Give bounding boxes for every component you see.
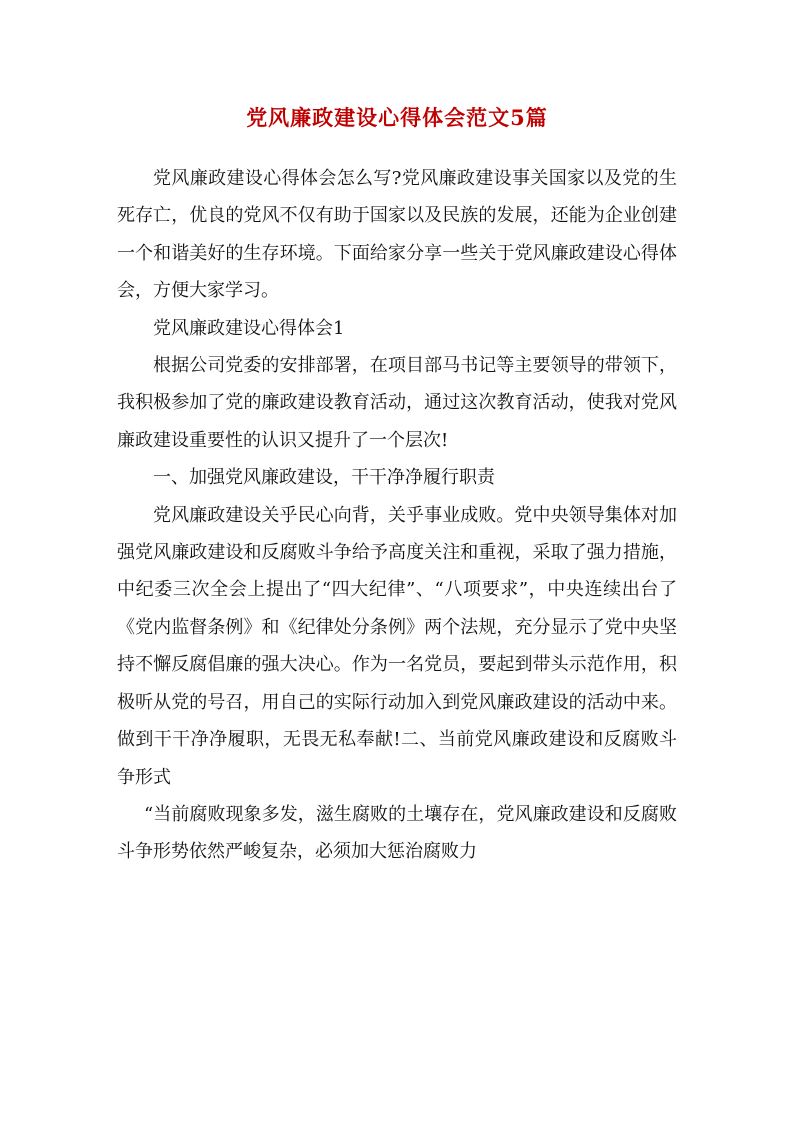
section-heading-1: 党风廉政建设心得体会1	[153, 317, 345, 339]
subheading-strengthen: 一、加强党风廉政建设，干干净净履行职责	[153, 467, 495, 489]
paragraph-arrangement: 根据公司党委的安排部署，在项目部马书记等主要领导的带领下，我积极参加了党的廉政建设教育活动，通过这次教育活动，使我对党风廉政建设重要性的认识又提升了一个层次!	[117, 355, 677, 451]
document-body	[117, 160, 677, 871]
document-title: 党风廉政建设心得体会范文5篇	[246, 105, 548, 130]
paragraph-intro: 党风廉政建设心得体会怎么写?党风廉政建设事关国家以及党的生死存亡，优良的党风不仅有助于国家以及民族的发展，还能为企业创建一个和谐美好的生存环境。下面给家分享一些关于党风廉政建设心得体会，方便大家学习。	[117, 168, 677, 302]
paragraph-current-situation: “当前腐败现象多发，滋生腐败的土壤存在，党风廉政建设和反腐败斗争形势依然严峻复杂，必须加大惩治腐败力	[117, 803, 677, 863]
paragraph-significance: 党风廉政建设关乎民心向背，关乎事业成败。党中央领导集体对加强党风廉政建设和反腐败斗争给予高度关注和重视，采取了强力措施，中纪委三次全会上提出了“四大纪律”、“八项要求”，中央连续出台了《党内监督条例》和《纪律处分条例》两个法规，充分显示了党中央坚持不懈反腐倡廉的强大决心。作为一名党员，要起到带头示范作用，积极听从党的号召，用自己的实际行动加入到党风廉政建设的活动中来。做到干干净净履职，无畏无私奉献!二、当前党风廉政建设和反腐败斗争形式	[117, 504, 677, 788]
